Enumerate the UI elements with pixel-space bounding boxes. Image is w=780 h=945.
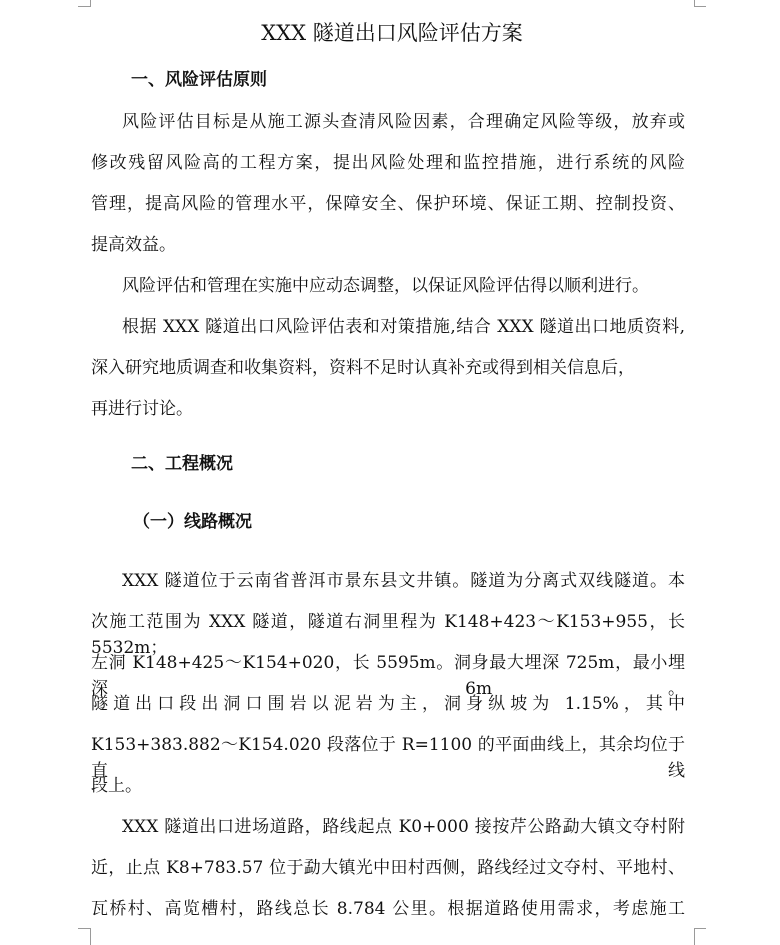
paragraph-line: 修改残留风险高的工程方案，提出风险处理和监控措施，进行系统的风险 <box>91 153 685 173</box>
paragraph-line: 段上。 <box>91 776 142 796</box>
document-title: XXX 隧道出口风险评估方案 <box>261 21 523 45</box>
paragraph-line: XXX 隧道出口进场道路，路线起点 K0+000 接按芹公路勐大镇文夺村附 <box>122 817 685 837</box>
paragraph-line: XXX 隧道位于云南省普洱市景东县文井镇。隧道为分离式双线隧道。本 <box>122 571 685 591</box>
section-heading: 二、工程概况 <box>131 454 233 474</box>
section-heading: 一、风险评估原则 <box>131 70 267 90</box>
paragraph-line: 管理，提高风险的管理水平，保障安全、保护环境、保证工期、控制投资、 <box>91 194 685 214</box>
paragraph-line: 提高效益。 <box>91 235 176 255</box>
margin-corner-mark <box>694 6 706 7</box>
subsection-heading: （一）线路概况 <box>133 512 252 532</box>
paragraph-line: 近，止点 K8+783.57 位于勐大镇光中田村西侧，路线经过文夺村、平地村、 <box>91 858 685 878</box>
paragraph-line: 次施工范围为 XXX 隧道，隧道右洞里程为 K148+423～K153+955，长 5532m； <box>91 612 685 658</box>
margin-corner-mark <box>78 928 90 929</box>
paragraph-line: 深入研究地质调查和收集资料，资料不足时认真补充或得到相关信息后， <box>91 358 635 378</box>
paragraph-line: 风险评估和管理在实施中应动态调整，以保证风险评估得以顺利进行。 <box>122 276 649 296</box>
paragraph-line: 风险评估目标是从施工源头查清风险因素，合理确定风险等级，放弃或 <box>122 112 685 132</box>
margin-corner-mark <box>78 6 90 7</box>
paragraph-line: 瓦桥村、高览槽村，路线总长 8.784 公里。根据道路使用需求，考虑施工 <box>91 899 685 919</box>
margin-corner-mark <box>90 928 91 945</box>
margin-corner-mark <box>694 928 706 929</box>
paragraph-line: 左洞 K148+425～K154+020，长 5595m。洞身最大埋深 725m，最小埋深 6m。 <box>91 653 685 699</box>
paragraph-line: 隧道出口段出洞口围岩以泥岩为主，洞身纵坡为 1.15%，其中 <box>91 694 685 714</box>
margin-corner-mark <box>90 0 91 7</box>
paragraph-line: 根据 XXX 隧道出口风险评估表和对策措施,结合 XXX 隧道出口地质资料, <box>122 317 685 337</box>
margin-corner-mark <box>694 928 695 945</box>
paragraph-line: 再进行讨论。 <box>91 399 193 419</box>
paragraph-line: K153+383.882～K154.020 段落位于 R=1100 的平面曲线上，其余均位于直线 <box>91 735 685 781</box>
margin-corner-mark <box>694 0 695 7</box>
